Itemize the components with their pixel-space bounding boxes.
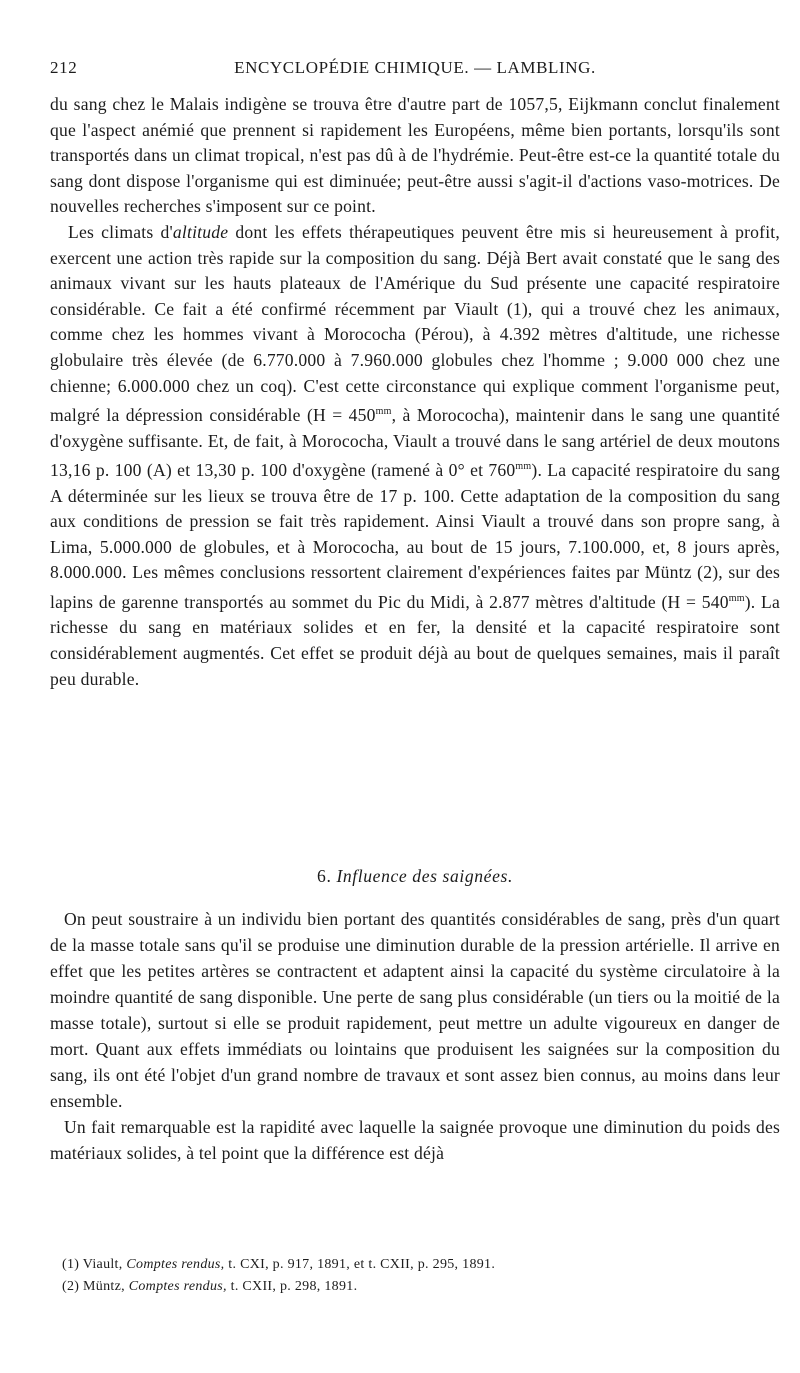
- paragraph-2-part: dont les effets thérapeutiques peuvent être mis si heureusement à profit, exercent une action très rapide sur la composition du sang. Déjà Bert avait constaté que le sang des animaux vivant sur les hauts plateaux de l'Amérique du Sud présente une capacité respiratoire considérable. Ce fait a été confirmé récemment par Viault (1), qui a trouvé chez les animaux, comme chez les hommes vivant à Morococha (Pérou), à 4.392 mètres d'altitude, une richesse globulaire très élevée (de 6.770.000 à 7.960.000 globules chez l'homme ; 9.000 000 chez une chienne; 6.000.000 chez un coq). C'est cette circonstance qui explique comment l'organisme peut, malgré la dépression considérable (H = 450: [50, 221, 780, 425]
- paragraph-2-part: ). La richesse du sang en matériaux solides et en fer, la densité et la capacité respiratoire sont considérablement augmentés. Cet effet se produit déjà au bout de quelques semaines, mais il paraît peu durable.: [50, 591, 780, 689]
- paragraph-2-part: ). La capacité respiratoire du sang A déterminée sur les lieux se trouva être de 17 p. 100. Cette adaptation de la composition du sang aux conditions de pression se fait très rapidement. Ainsi Viault a trouvé dans son propre sang, à Lima, 5.000.000 de globules, et à Morococha, au bout de 15 jours, 7.100.000, et, 8 jours après, 8.000.000. Les mêmes conclusions ressortent clairement d'expériences faites par Müntz (2), sur des lapins de garenne transportés au sommet du Pic du Midi, à 2.877 mètres d'altitude (H = 540: [50, 460, 781, 612]
- footnote-ref: t. CXI, p. 917, 1891, et t. CXII, p. 295, 1891.: [228, 1257, 496, 1272]
- footnote-author: Müntz,: [83, 1279, 125, 1294]
- footnotes: [62, 1254, 780, 1298]
- section-paragraph-1: On peut soustraire à un individu bien portant des quantités considérables de sang, près d'un quart de la masse totale sans qu'il se produise une diminution durable de la pression artérielle. Il arrive en effet que les petites artères se contractent et adaptent ainsi la capacité du système circulatoire à la moindre quantité de sang disponible. Une perte de sang plus considérable (un tiers ou la moitié de la masse totale), surtout si elle se produit rapidement, peut mettre un adulte vigoureux en danger de mort. Quant aux effets immédiats ou lointains que produisent les saignées sur la composition du sang, ils ont été l'objet d'un grand nombre de travaux et sont assez bien connus, au moins dans leur ensemble.: [50, 909, 780, 1111]
- altitude-italic: altitude: [172, 221, 229, 242]
- unit-superscript: mm: [375, 406, 392, 418]
- section-paragraph-2: Un fait remarquable est la rapidité avec laquelle la saignée provoque une diminution du poids des matériaux solides, à tel point que la différence est déjà: [50, 1117, 780, 1163]
- footnote-2: [62, 1276, 780, 1298]
- section-text: [50, 906, 780, 1166]
- section-heading: [50, 866, 780, 887]
- paragraph-2-part: Les climats d': [68, 221, 173, 242]
- paragraph-2-part: , à Morococha), maintenir dans le sang une quantité d'oxygène suffisante. Et, de fait, à Morococha, Viault a trouvé dans le sang artériel de deux moutons 13,16 p. 100 (A) et 13,30 p. 100 d'oxygène (ramené à 0° et 760: [50, 404, 780, 481]
- main-text: [50, 92, 780, 692]
- running-title: ENCYCLOPÉDIE CHIMIQUE. — LAMBLING.: [234, 58, 596, 77]
- footnote-mark: (2): [62, 1279, 80, 1294]
- footnote-ref: t. CXII, p. 298, 1891.: [230, 1279, 358, 1294]
- unit-superscript: mm: [728, 593, 745, 604]
- section-number: 6.: [317, 866, 332, 886]
- unit-superscript: mm: [515, 461, 532, 473]
- footnote-journal: Comptes rendus,: [126, 1257, 225, 1272]
- footnote-author: Viault,: [82, 1257, 123, 1272]
- section-title: Influence des saignées.: [336, 866, 513, 886]
- page-number: 212: [50, 58, 78, 77]
- paragraph-2: [50, 220, 780, 692]
- footnote-journal: Comptes rendus,: [128, 1279, 227, 1294]
- page-header: [50, 58, 780, 84]
- footnote-1: [62, 1254, 780, 1276]
- paragraph-1: du sang chez le Malais indigène se trouva être d'autre part de 1057,5, Eijkmann conclut finalement que l'aspect anémié que prennent si rapidement les Européens, même bien portants, lorsqu'ils sont transportés dans un climat tropical, n'est pas dû à de l'hydrémie. Peut-être est-ce la quantité totale du sang dont dispose l'organisme qui est diminuée; peut-être aussi s'agit-il d'actions vaso-motrices. De nouvelles recherches s'imposent sur ce point.: [50, 94, 780, 217]
- footnote-mark: (1): [62, 1257, 80, 1272]
